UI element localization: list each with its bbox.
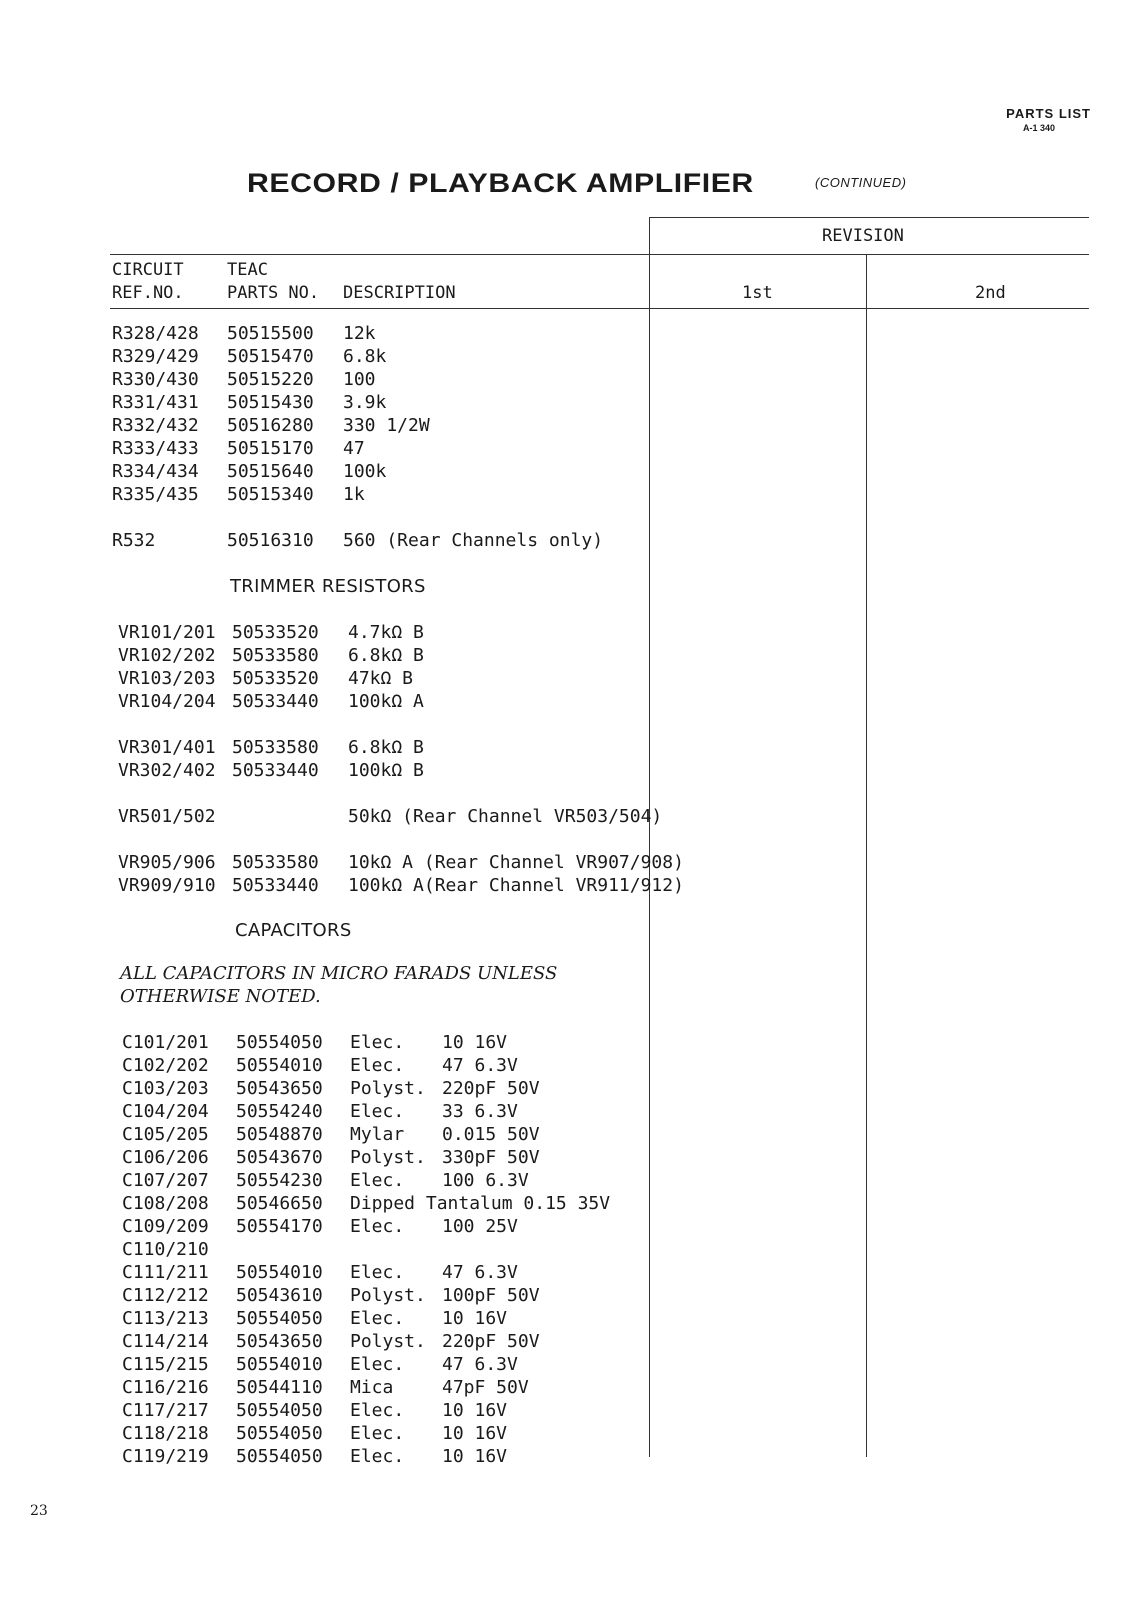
part-cell: 50533580 [232,852,319,873]
type-cell: Polyst. [350,1078,426,1099]
part-cell: 50543670 [236,1147,323,1168]
header-top-rule [110,254,1089,255]
part-cell: 50554170 [236,1216,323,1237]
ref-cell: R329/429 [112,346,199,367]
part-cell: 50533440 [232,760,319,781]
desc-cell: 100kΩ A [348,691,424,712]
desc-cell: 47 [343,438,365,459]
desc-cell: 12k [343,323,376,344]
part-cell: 50533440 [232,875,319,896]
parts-list-header [1006,106,1091,133]
type-cell: Dipped Tantalum 0.15 35V [350,1193,611,1214]
part-cell: 50516280 [227,415,314,436]
ref-cell: C114/214 [122,1331,209,1352]
ref-cell: VR301/401 [118,737,216,758]
part-cell: 50533580 [232,737,319,758]
desc-cell: 560 (Rear Channels only) [343,530,604,551]
part-cell: 50544110 [236,1377,323,1398]
revision-top-rule [649,217,1089,218]
ref-cell: C110/210 [122,1239,209,1260]
part-cell: 50554230 [236,1170,323,1191]
value-cell: 10 16V [442,1032,508,1053]
capacitors-heading: CAPACITORS [235,920,352,941]
desc-cell: 50kΩ (Rear Channel VR503/504) [348,806,663,827]
type-cell: Polyst. [350,1147,426,1168]
ref-cell: R334/434 [112,461,199,482]
model-label: A-1 340 [1022,123,1055,133]
type-cell: Elec. [350,1354,405,1375]
ref-cell: C112/212 [122,1285,209,1306]
revision-left-rule [649,217,650,1457]
capacitor-note-line-1: ALL CAPACITORS IN MICRO FARADS UNLESS [120,963,558,984]
ref-cell: C106/206 [122,1147,209,1168]
part-cell: 50533520 [232,622,319,643]
ref-cell: C103/203 [122,1078,209,1099]
part-cell: 50515640 [227,461,314,482]
page-number: 23 [30,1503,48,1519]
capacitor-units-note [120,962,557,1008]
desc-cell: 6.8kΩ B [348,645,424,666]
ref-cell: C119/219 [122,1446,209,1467]
value-cell: 47 6.3V [442,1262,518,1283]
ref-cell: C101/201 [122,1032,209,1053]
ref-cell: C111/211 [122,1262,209,1283]
desc-cell: 100kΩ A(Rear Channel VR911/912) [348,875,684,896]
part-cell: 50533520 [232,668,319,689]
part-cell: 50533440 [232,691,319,712]
ref-cell: R331/431 [112,392,199,413]
value-cell: 10 16V [442,1446,508,1467]
type-cell: Polyst. [350,1331,426,1352]
value-cell: 220pF 50V [442,1078,540,1099]
value-cell: 100pF 50V [442,1285,540,1306]
desc-cell: 100 [343,369,376,390]
type-cell: Elec. [350,1446,405,1467]
trimmer-resistors-heading: TRIMMER RESISTORS [230,576,426,597]
ref-cell: R532 [112,530,156,551]
ref-cell: R328/428 [112,323,199,344]
revision-2nd-heading: 2nd [975,283,1006,303]
type-cell: Polyst. [350,1285,426,1306]
ref-no-heading: REF.NO. [112,283,184,303]
part-cell: 50546650 [236,1193,323,1214]
part-cell: 50554050 [236,1446,323,1467]
ref-cell: C117/217 [122,1400,209,1421]
page-title-suffix: (CONTINUED) [815,175,907,190]
value-cell: 10 16V [442,1308,508,1329]
ref-cell: C109/209 [122,1216,209,1237]
parts-no-heading: PARTS NO. [227,283,320,303]
type-cell: Elec. [350,1055,405,1076]
revision-mid-rule [866,254,867,1457]
part-cell: 50548870 [236,1124,323,1145]
ref-cell: C105/205 [122,1124,209,1145]
value-cell: 47 6.3V [442,1055,518,1076]
value-cell: 100 6.3V [442,1170,529,1191]
description-heading: DESCRIPTION [343,283,456,303]
value-cell: 10 16V [442,1400,508,1421]
part-cell: 50515340 [227,484,314,505]
value-cell: 330pF 50V [442,1147,540,1168]
part-cell: 50516310 [227,530,314,551]
part-cell: 50554010 [236,1055,323,1076]
type-cell: Elec. [350,1170,405,1191]
value-cell: 10 16V [442,1423,508,1444]
part-cell: 50554240 [236,1101,323,1122]
value-cell: 0.015 50V [442,1124,540,1145]
ref-cell: R330/430 [112,369,199,390]
part-cell: 50533580 [232,645,319,666]
type-cell: Mica [350,1377,394,1398]
ref-cell: C115/215 [122,1354,209,1375]
desc-cell: 6.8kΩ B [348,737,424,758]
ref-cell: VR302/402 [118,760,216,781]
desc-cell: 330 1/2W [343,415,430,436]
part-cell: 50554050 [236,1400,323,1421]
part-cell: 50543650 [236,1331,323,1352]
value-cell: 220pF 50V [442,1331,540,1352]
part-cell: 50554010 [236,1354,323,1375]
ref-cell: VR501/502 [118,806,216,827]
ref-cell: R333/433 [112,438,199,459]
part-cell: 50543610 [236,1285,323,1306]
part-cell: 50554050 [236,1308,323,1329]
type-cell: Elec. [350,1032,405,1053]
part-cell: 50515220 [227,369,314,390]
ref-cell: VR103/203 [118,668,216,689]
page-title: RECORD / PLAYBACK AMPLIFIER [247,168,754,198]
desc-cell: 1k [343,484,365,505]
value-cell: 100 25V [442,1216,518,1237]
desc-cell: 6.8k [343,346,387,367]
revision-1st-heading: 1st [742,283,773,303]
ref-cell: R332/432 [112,415,199,436]
type-cell: Elec. [350,1308,405,1329]
ref-cell: C107/207 [122,1170,209,1191]
value-cell: 47 6.3V [442,1354,518,1375]
capacitor-note-line-2: OTHERWISE NOTED. [120,986,321,1007]
desc-cell: 47kΩ B [348,668,414,689]
type-cell: Elec. [350,1423,405,1444]
revision-heading: REVISION [822,226,904,246]
type-cell: Elec. [350,1262,405,1283]
part-cell: 50543650 [236,1078,323,1099]
desc-cell: 100k [343,461,387,482]
ref-cell: C113/213 [122,1308,209,1329]
part-cell: 50515170 [227,438,314,459]
part-cell: 50554050 [236,1032,323,1053]
ref-cell: VR104/204 [118,691,216,712]
ref-cell: R335/435 [112,484,199,505]
ref-cell: C118/218 [122,1423,209,1444]
part-cell: 50515470 [227,346,314,367]
type-cell: Elec. [350,1216,405,1237]
ref-cell: VR102/202 [118,645,216,666]
desc-cell: 4.7kΩ B [348,622,424,643]
ref-cell: VR101/201 [118,622,216,643]
ref-cell: C102/202 [122,1055,209,1076]
value-cell: 33 6.3V [442,1101,518,1122]
desc-cell: 10kΩ A (Rear Channel VR907/908) [348,852,684,873]
desc-cell: 100kΩ B [348,760,424,781]
ref-cell: VR909/910 [118,875,216,896]
part-cell: 50554010 [236,1262,323,1283]
type-cell: Mylar [350,1124,405,1145]
ref-cell: VR905/906 [118,852,216,873]
header-bottom-rule [110,308,1089,309]
part-cell: 50515500 [227,323,314,344]
ref-cell: C116/216 [122,1377,209,1398]
ref-cell: C108/208 [122,1193,209,1214]
part-cell: 50554050 [236,1423,323,1444]
part-cell: 50515430 [227,392,314,413]
ref-cell: C104/204 [122,1101,209,1122]
circuit-heading: CIRCUIT [112,260,184,280]
type-cell: Elec. [350,1400,405,1421]
desc-cell: 3.9k [343,392,387,413]
type-cell: Elec. [350,1101,405,1122]
parts-list-label: PARTS LIST [1006,106,1091,121]
value-cell: 47pF 50V [442,1377,529,1398]
teac-heading: TEAC [227,260,268,280]
